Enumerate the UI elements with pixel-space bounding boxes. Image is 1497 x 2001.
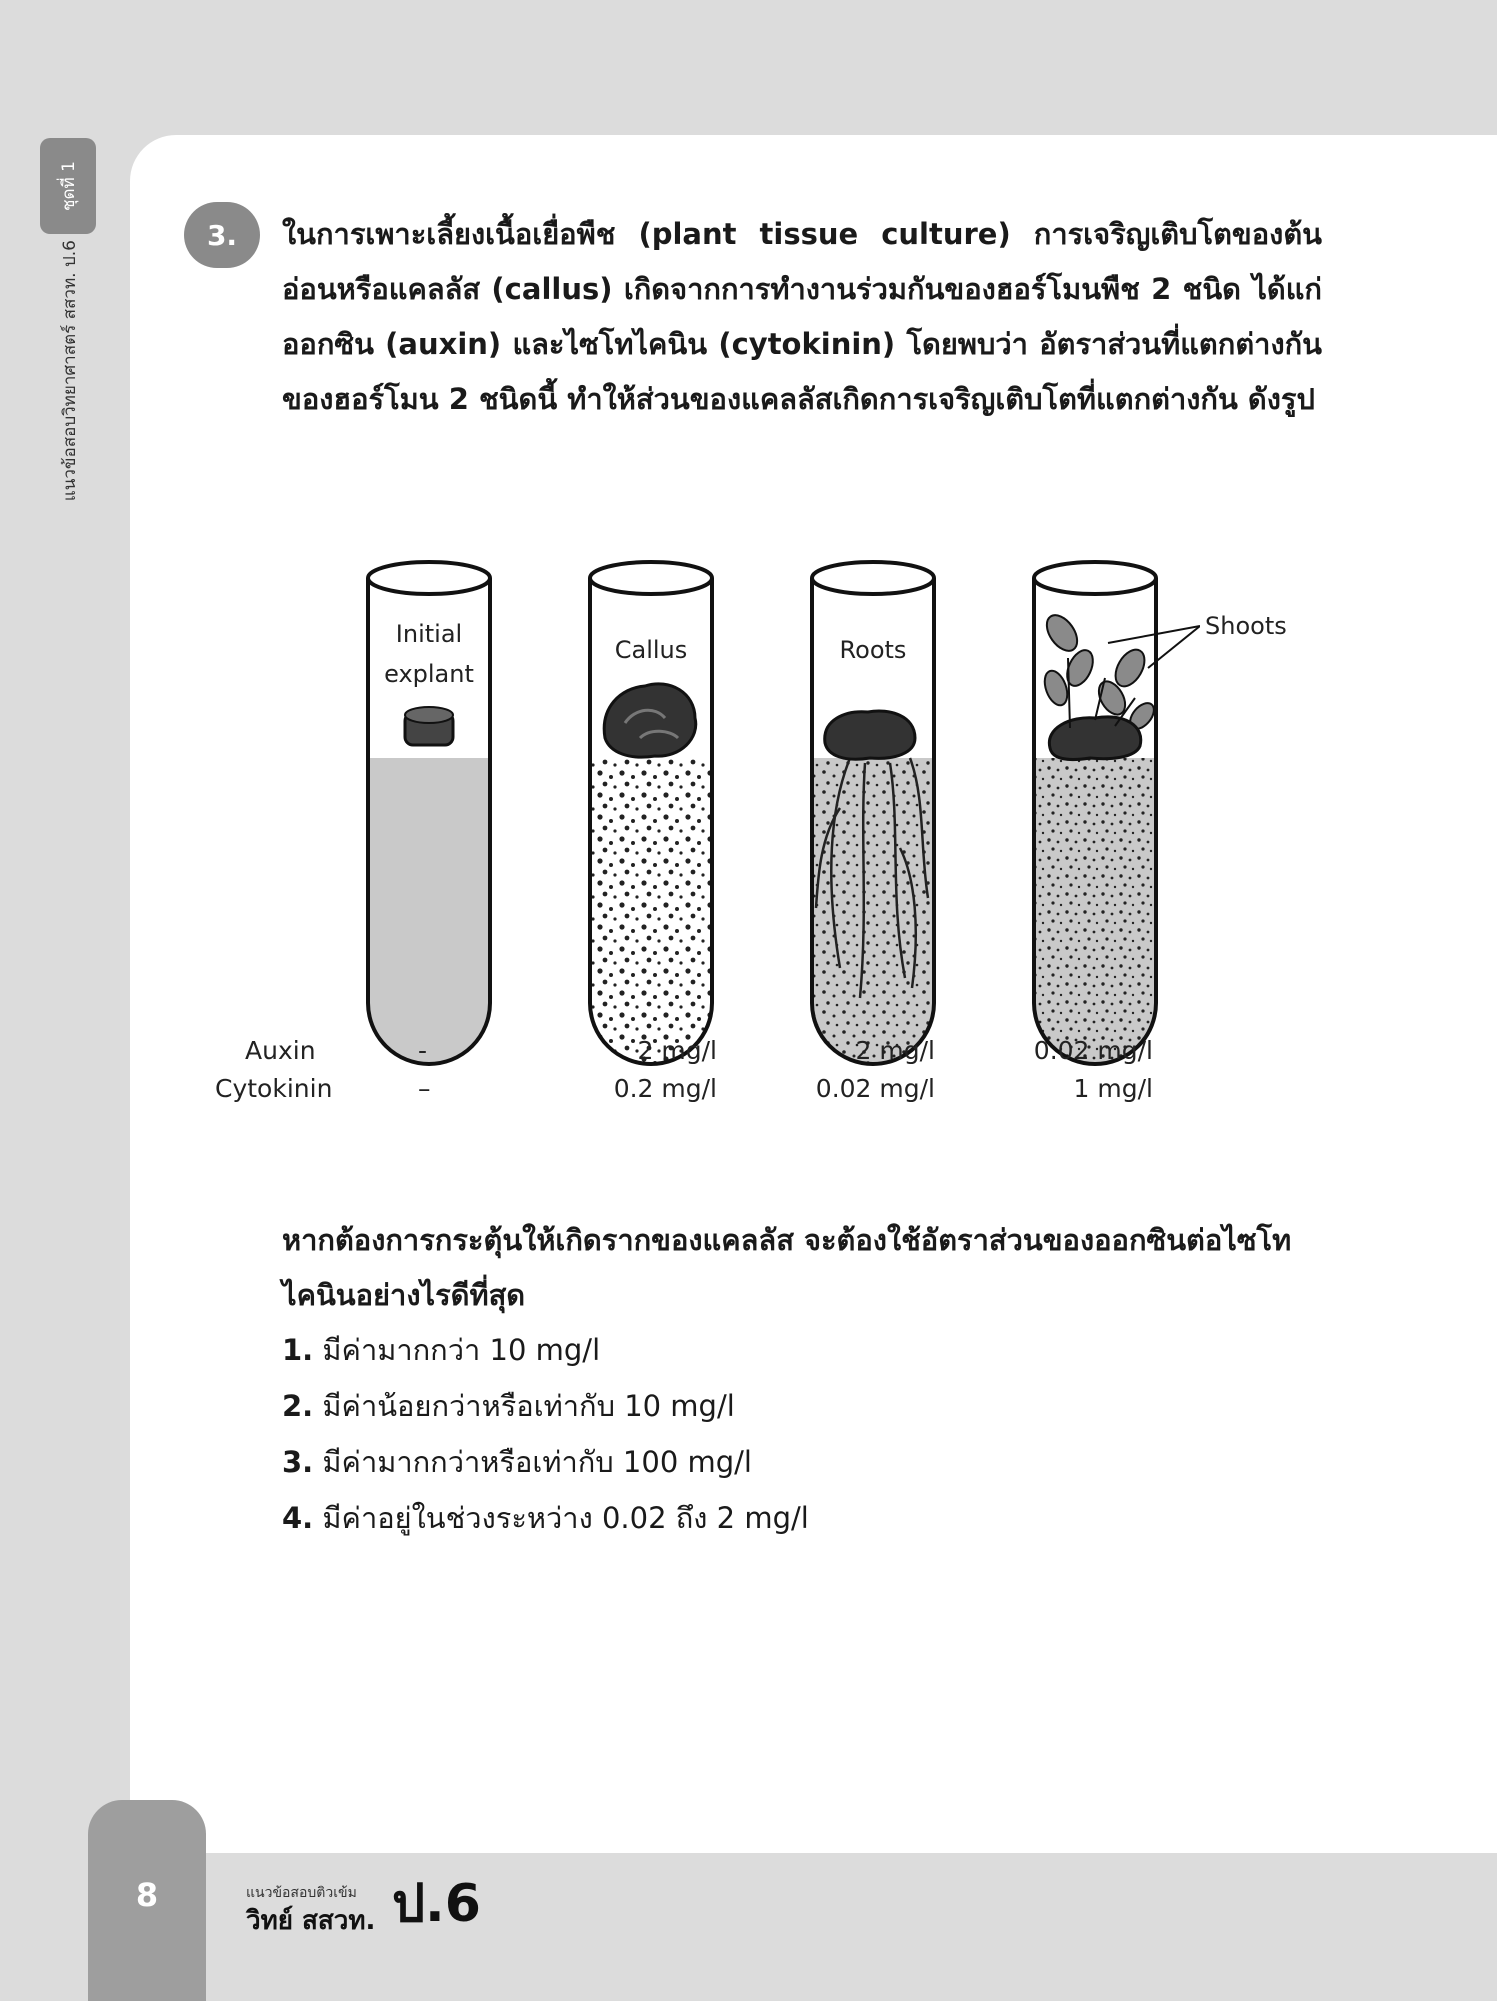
question-text: ในการเพาะเลี้ยงเนื้อเยื่อพืช (plant tissue culture) การเจริญเติบโตของต้นอ่อนหรือแคลลัส (callus) เกิดจากการทำงานร่วมกันของฮอร์โมนพืช 2 ชนิด ได้แก่ ออกซิน (auxin) และไซโทไคนิน (cytokinin) โดยพบว่า อัตราส่วนที่แตกต่างกันของฮอร์โมน 2 ชนิดนี้ ทำให้ส่วนของแคลลัสเกิดการเจริญเติบโตที่แตกต่างกัน ดังรูป [282, 217, 1322, 416]
brand-tagline: แนวข้อสอบติวเข้ม [246, 1885, 357, 1901]
choice-4[interactable] [282, 1490, 1322, 1546]
question-number-badge: 3. [184, 202, 260, 268]
tube4-label: Shoots [1205, 612, 1287, 640]
tube2-label: Callus [614, 636, 688, 664]
tube1-auxin: - [418, 1036, 428, 1065]
set-tab-label-wrap [40, 138, 96, 234]
follow-up-question: หากต้องการกระตุ้นให้เกิดรากของแคลลัส จะต้องใช้อัตราส่วนของออกซินต่อไซโทไคนินอย่างไรดีที่สุด [282, 1223, 1292, 1312]
brand-subject: วิทย์ สสวท. [246, 1906, 376, 1936]
cytokinin-row-label: Cytokinin [215, 1074, 333, 1103]
tube3-cytokinin: 0.02 mg/l [815, 1074, 935, 1103]
tube1-cytokinin: – [418, 1074, 431, 1103]
tube3-auxin: 2 mg/l [855, 1036, 935, 1065]
page-number: 8 [135, 1876, 159, 1914]
choice-4-text: มีค่าอยู่ในช่วงระหว่าง 0.02 ถึง 2 mg/l [322, 1501, 809, 1535]
choice-4-num: 4. [282, 1501, 314, 1535]
choice-3-num: 3. [282, 1445, 314, 1479]
choice-3[interactable] [282, 1434, 1322, 1490]
choice-2-num: 2. [282, 1389, 314, 1423]
tube2-cytokinin: 0.2 mg/l [613, 1074, 717, 1103]
brand-grade: ป.6 [392, 1874, 481, 1934]
tube1-label-line1: Initial [395, 620, 463, 648]
choice-1[interactable] [282, 1322, 1322, 1378]
tube4-cytokinin: 1 mg/l [1073, 1074, 1153, 1103]
side-book-title: แนวข้อสอบวิทยาศาสตร์ สสวท. ป.6 [59, 240, 80, 502]
choice-1-text: มีค่ามากกว่า 10 mg/l [322, 1333, 601, 1367]
answer-choices [282, 1322, 1322, 1546]
tube1-label-line2: explant [384, 660, 474, 688]
set-tab-label: ชุดที่ 1 [58, 160, 79, 211]
tube3-label: Roots [839, 636, 907, 664]
footer-band [0, 1853, 1497, 2001]
side-book-title-wrap [52, 240, 86, 560]
tube4-auxin: 0.02 mg/l [1033, 1036, 1153, 1065]
tube2-auxin: 2 mg/l [637, 1036, 717, 1065]
choice-3-text: มีค่ามากกว่าหรือเท่ากับ 100 mg/l [322, 1445, 752, 1479]
auxin-row-label: Auxin [245, 1036, 316, 1065]
choice-2[interactable] [282, 1378, 1322, 1434]
choice-2-text: มีค่าน้อยกว่าหรือเท่ากับ 10 mg/l [322, 1389, 735, 1423]
choice-1-num: 1. [282, 1333, 314, 1367]
